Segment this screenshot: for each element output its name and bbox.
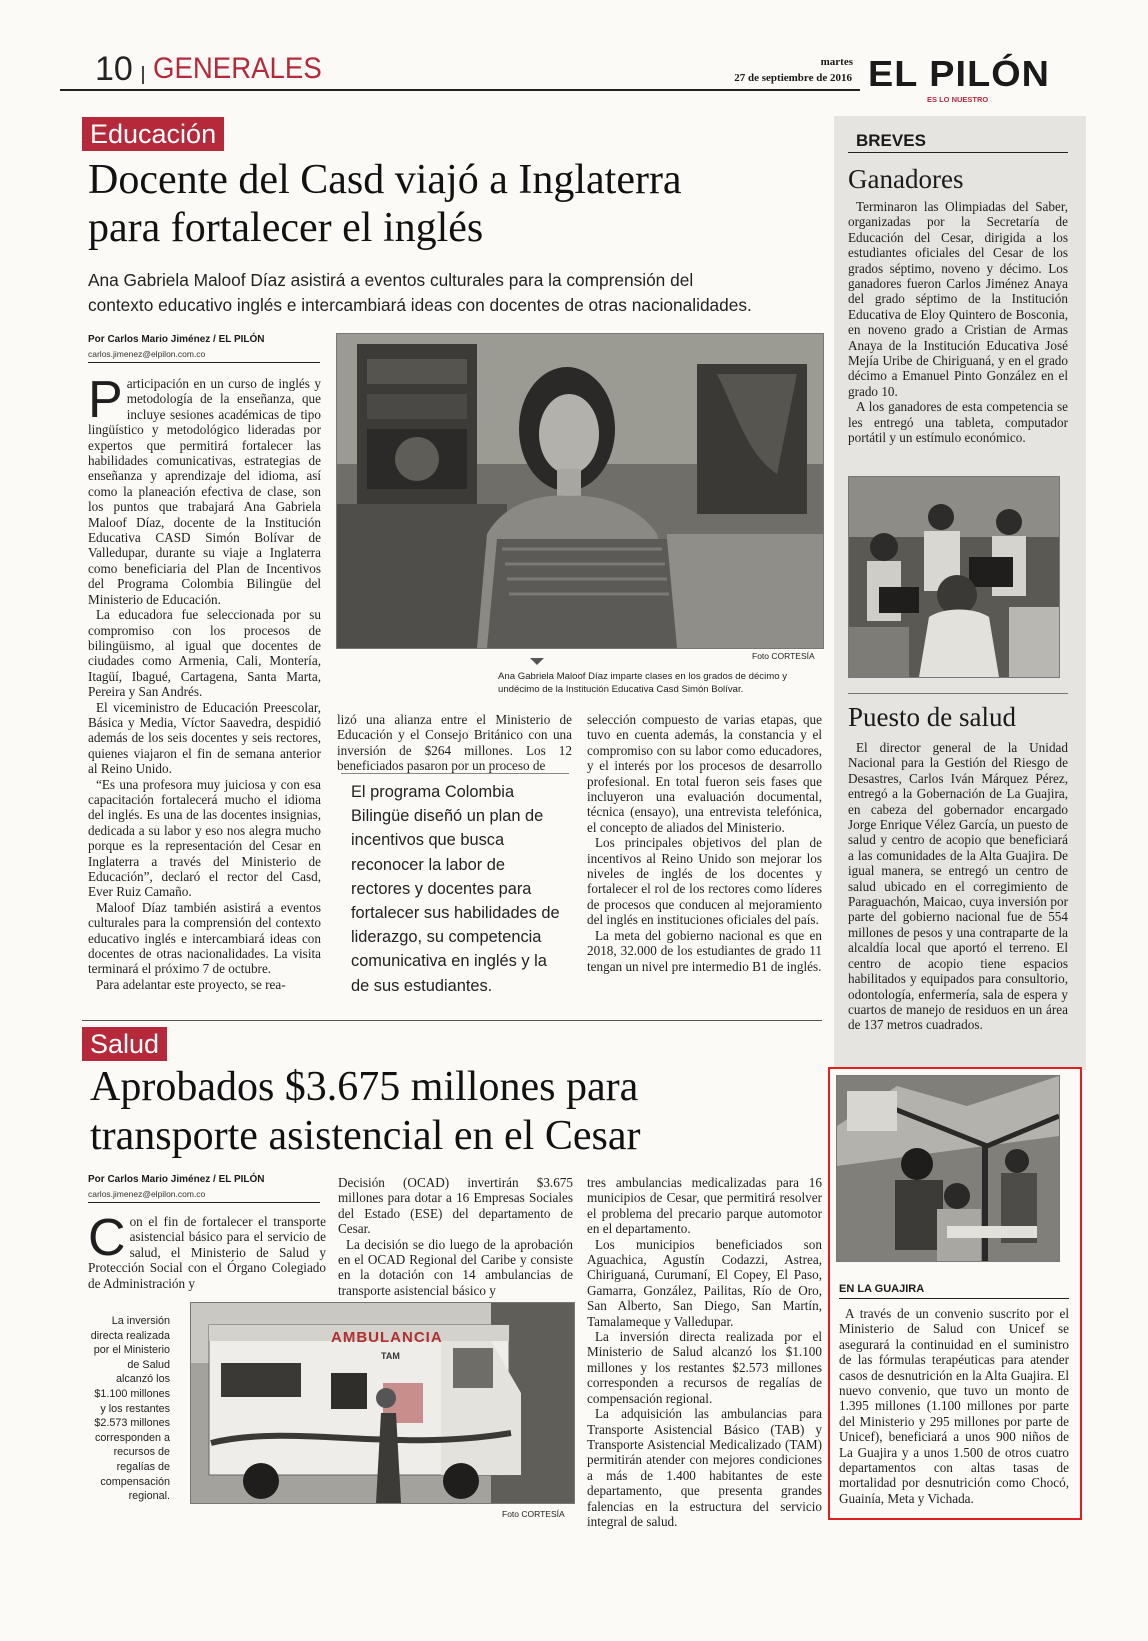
article1-col1-p4: “Es una profesora muy juiciosa y con esa capacitación fortalecerá mucho el idioma del inglés. Es una de las docentes insignias, dedicada a su labor y eso nos alegra mucho porque es la representación del Cesar en Inglaterra a través del Ministerio de Educación”, declaró el rector del Casd, Ever Ruiz Camaño. <box>88 776 321 900</box>
article2-col2-p1: Decisión (OCAD) invertirán $3.675 millones para dotar a 16 Empresas Sociales del Estado (ESE) del departamento de Cesar. <box>338 1175 573 1237</box>
teacher-photo-illustration <box>337 334 823 648</box>
article1-subtitle <box>88 268 828 318</box>
article1-col1-p5: Maloof Díaz también asistirá a eventos culturales para la comprensión del contexto educativo inglés e intercambiará ideas con docentes de otras nacionalidades. La visita terminará el próximo 7 de octubre. <box>88 899 321 977</box>
article2-column3 <box>587 1175 822 1529</box>
article2-headline-line1: Aprobados $3.675 millones para <box>90 1064 639 1110</box>
section-title: GENERALES <box>153 52 322 85</box>
brief1-p1: Terminaron las Olimpiadas del Saber, organizadas por la Secretaría de Educación del Cesar, dirigida a los estudiantes oficiales del Cesar de los grados séptimo, noveno y décimo. Los ganadores fueron Carlos Jiménez Anaya del grado séptimo de la Institución Educativa de Eloy Quintero de Bosconia, en noveno grado a Cristian de Armas Anaya de la Institución Educativa José Mejía Uribe de Chiriguaná, y en el grado décimo a Emanuel Pinto González en el grado 10. <box>848 199 1068 399</box>
page-number: 10 <box>95 50 133 88</box>
article1-kicker: Educación <box>82 117 224 151</box>
ambulance-tag: TAM <box>381 1351 400 1361</box>
pullquote-top-rule <box>341 773 569 774</box>
article1-photo-credit: Foto CORTESÍA <box>752 651 815 661</box>
article1-col1-p1: articipación en un curso de inglés y metodología de la enseñanza, que incluye sesiones académicas de tipo lingüístico y metodológico lideradas por expertos que permitirá fortalecer las habilidades comunicativas, estrategias de enseñanza y aprendizaje del idioma, así como la planeación efectiva de clase, son los puntos que trabajará Ana Gabriela Maloof Díaz, docente de la Institución Educativa CASD Simón Bolívar de Valledupar, durante su viaje a Inglaterra como beneficiaria del Plan de Incentivos del Programa Colombia Bilingüe del Ministerio de Educación. <box>88 376 321 607</box>
article2-photo-credit: Foto CORTESÍA <box>502 1509 565 1519</box>
article1-col1-p3: El viceministro de Educación Preescolar, Básica y Media, Víctor Saavedra, despidió además de los seis docentes y seis rectores, quienes viajaron el fin de semana anterior al Reino Unido. <box>88 699 321 777</box>
article1-photo-teacher <box>336 333 824 649</box>
article1-column2 <box>337 712 572 774</box>
winners-photo-illustration <box>849 477 1059 677</box>
article1-byline-rule <box>88 362 320 363</box>
article1-col3-p1: selección compuesto de varias etapas, que tuvo en cuenta además, la constancia y el compromiso con su labor como educadores, y el interés por los procesos de desarrollo profesional. En total fueron seis fases que incluyeron una evaluación documental, técnica (ensayo), una entrevista telefónica, el concepto de aliados del Ministerio. <box>587 712 822 835</box>
brief2-p1: El director general de la Unidad Nacional para la Gestión del Riesgo de Desastres, Carlos Iván Márquez Pérez, entregó a la Gobernación de La Guajira, en cabeza del gobernador encargado Jorge Enrique Vélez García, un puesto de salud y centro de acopio que beneficiará a las comunidades de la Alta Guajira. De igual manera, se entregó un centro de salud ubicado en el corregimiento de Paraguachón, Maicao, cuya inversión por parte del gobierno nacional fue de 554 millones de pesos y una contraparte de la alcaldía local que aportó el terreno. El centro de acopio tiene espacios habilitados y equipados para consultorio, odontología, enfermería, sala de espera y cuartos de manejo de residuos en un área de 137 metros cuadrados. <box>848 740 1068 1033</box>
article2-col1-text: on el fin de fortalecer el transporte asistencial básico para el servicio de salud, el Ministerio de Salud y Protección Social con el Órgano Colegiado de Administración y <box>88 1214 326 1291</box>
article1-col1-p2: La educadora fue seleccionada por su compromiso con los procesos de bilingüismo, al igual que docentes de ciudades como Armenia, Cali, Montería, Itagüí, Ibagué, Cartagena, Santa Marta, Pereira y San Andrés. <box>88 607 321 700</box>
article1-headline-line1: Docente del Casd viajó a Inglaterra <box>88 157 682 203</box>
article2-side-quote: La inversión directa realizada por el Ministerio de Salud alcanzó los $1.100 millones y los restantes $2.573 millones corresponden a recursos de regalías de compensación regional. <box>90 1315 170 1503</box>
caption-pointer-icon <box>530 658 544 665</box>
brief1-p2: A los ganadores de esta competencia se les entregó una tableta, computador portátil y un estímulo económico. <box>848 399 1068 446</box>
article2-email: carlos.jimenez@elpilon.com.co <box>88 1189 206 1199</box>
article1-byline: Por Carlos Mario Jiménez / EL PILÓN <box>88 334 265 345</box>
article1-caption-line1: Ana Gabriela Maloof Díaz imparte clases en los grados de décimo y <box>498 671 788 682</box>
brief1-photo-winners <box>848 476 1060 678</box>
brief3-photo-health-post <box>836 1075 1060 1262</box>
article1-email: carlos.jimenez@elpilon.com.co <box>88 349 206 359</box>
article1-col2-text: lizó una alianza entre el Ministerio de Educación y el Consejo Británico con una inversión de $264 millones. Los 12 beneficiados pasaron por un proceso de <box>337 712 572 774</box>
brief2-title: Puesto de salud <box>848 702 1016 732</box>
article2-kicker: Salud <box>82 1027 167 1061</box>
brief3-title: EN LA GUAJIRA <box>839 1283 925 1295</box>
article2-column1-intro <box>88 1209 326 1291</box>
health-post-photo-illustration <box>837 1076 1059 1261</box>
newspaper-slogan: ES LO NUESTRO <box>927 95 989 104</box>
article1-headline <box>88 156 828 252</box>
article2-dropcap: C <box>88 1209 126 1267</box>
article2-col2-p2: La decisión se dio luego de la aprobación en el OCAD Regional del Caribe y consiste en la dotación con 14 ambulancias de transporte asistencial básico y <box>338 1236 573 1298</box>
article1-col3-p3: La meta del gobierno nacional es que en 2018, 32.000 de los estudiantes de grado 11 tengan un nivel pre intermedio B1 de inglés. <box>587 927 822 974</box>
article1-dropcap: P <box>88 376 123 429</box>
ambulance-label: AMBULANCIA <box>331 1329 443 1346</box>
article1-column1 <box>88 376 321 1021</box>
article-separator-rule <box>82 1020 822 1021</box>
article2-headline-line2: transporte asistencial en el Cesar <box>90 1113 641 1159</box>
brief1-title: Ganadores <box>848 164 964 194</box>
article2-column2 <box>338 1175 573 1298</box>
article1-caption-line2: undécimo de la Institución Educativa Casd Simón Bolívar. <box>498 684 744 695</box>
header-divider-tick <box>142 66 144 84</box>
sidebar-divider <box>848 693 1068 694</box>
newspaper-logo: EL PILÓN <box>868 53 1051 94</box>
brief3-text: A través de un convenio suscrito por el Ministerio de Salud con Unicef se asegurará la continuidad en el suministro de las fórmulas terapéuticas para atender casos de desnutrición en la Alta Guajira. El nuevo convenio, que tuvo un monto de 1.395 millones (1.100 millones por parte del Ministerio y 295 millones por parte de Unicef), beneficiará a unos 900 niños de La Guajira y a unos 1.500 de otros cuatro departamentos con altas tasas de mortalidad por desnutrición como Chocó, Guainía, Meta y Vichada. <box>839 1306 1069 1506</box>
article2-headline <box>90 1063 830 1161</box>
article2-byline: Por Carlos Mario Jiménez / EL PILÓN <box>88 1174 265 1185</box>
article1-headline-line2: para fortalecer el inglés <box>88 205 484 251</box>
article1-photo-caption <box>498 670 823 696</box>
article2-photo-ambulance <box>190 1302 575 1504</box>
issue-day: martes <box>820 56 853 68</box>
issue-date: 27 de septiembre de 2016 <box>734 72 852 84</box>
article2-col3-p3: La inversión directa realizada por el Ministerio de Salud alcanzó los $1.100 millones y los restantes $2.573 millones corresponden a recursos de regalías de compensación regional. <box>587 1329 822 1406</box>
article1-subtitle-line1: Ana Gabriela Maloof Díaz asistirá a eventos culturales para la comprensión del <box>88 270 694 290</box>
article1-subtitle-line2: contexto educativo inglés e intercambiará ideas con docentes de otras nacionalidades. <box>88 295 752 315</box>
brief3-title-rule <box>839 1298 1069 1299</box>
header-rule <box>60 89 860 91</box>
article1-pullquote: El programa Colombia Bilingüe diseñó un plan de incentivos que busca reconocer la labor de rectores y docentes para fortalecer sus habilidades de liderazgo, su competencia comunicativa en inglés y la de sus estudiantes. <box>351 783 560 995</box>
sidebar-label-rule <box>848 152 1068 153</box>
article2-col3-p2: Los municipios beneficiados son Aguachica, Agustín Codazzi, Astrea, Chiriguaná, Curumaní, El Copey, El Paso, Gamarra, González, Pailitas, Río de Oro, San Alberto, San Diego, San Martín, Tamalameque y Valledupar. <box>587 1236 822 1329</box>
article1-col3-p2: Los principales objetivos del plan de incentivos al Reino Unido son mejorar los niveles de inglés de los docentes y fortalecer el rol de los rectores como líderes de procesos que conducen al mejoramiento del inglés en instituciones oficiales del país. <box>587 835 822 928</box>
sidebar-label: BREVES <box>856 131 926 150</box>
brief1-text <box>848 199 1068 464</box>
article2-col3-p1: tres ambulancias medicalizadas para 16 municipios de Cesar, que permitirá resolver el problema del precario parque automotor en el departamento. <box>587 1175 822 1237</box>
article2-col3-p4: La adquisición las ambulancias para Transporte Asistencial Básico (TAB) y Transporte Asistencial Medicalizado (TAM) permitirán atender con mejores condiciones a más de 1.400 habitantes de este departamento, que presenta grandes falencias en la estructura del servicio integral de salud. <box>587 1406 822 1529</box>
brief2-text <box>848 740 1068 1064</box>
article1-col1-p6: Para adelantar este proyecto, se rea- <box>96 976 286 992</box>
article1-column3 <box>587 712 822 1010</box>
article2-byline-rule <box>88 1202 320 1203</box>
